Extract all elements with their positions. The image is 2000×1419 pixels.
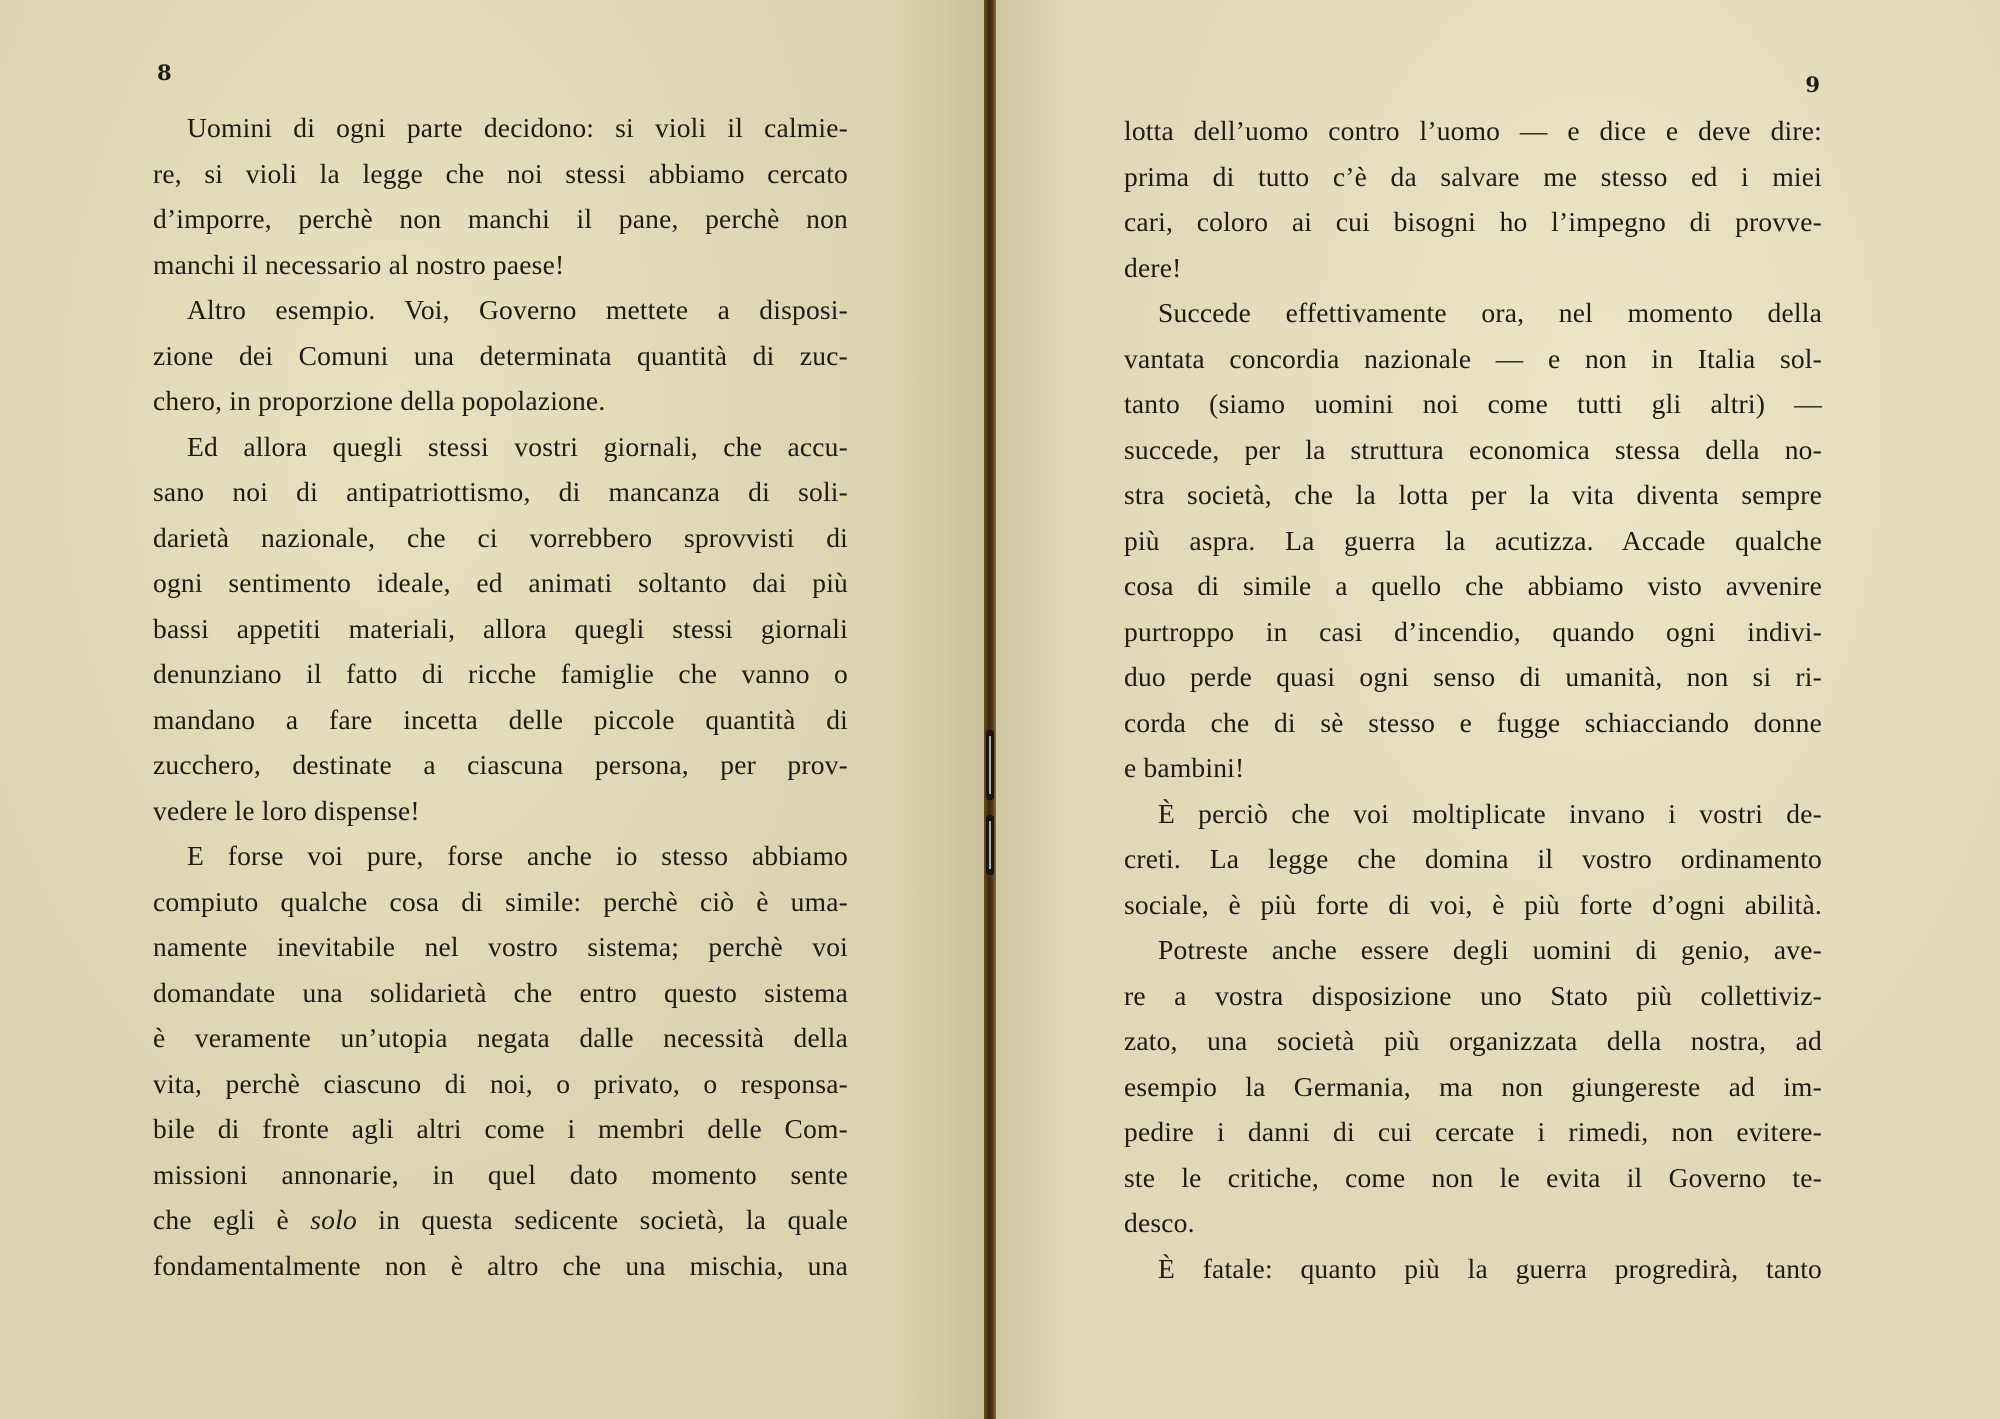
- text-line-with-italic: [153, 1197, 848, 1243]
- page-number-left: 8: [157, 60, 172, 85]
- text-line: compiuto qualche cosa di simile: perchè ciò è uma-: [153, 885, 848, 917]
- text-line: È perciò che voi moltiplicate invano i vostri de-: [1158, 797, 1822, 829]
- text-line: darietà nazionale, che ci vorrebbero sprovvisti di: [153, 521, 848, 553]
- text-line: purtroppo in casi d’incendio, quando ogni indivi-: [1124, 615, 1822, 647]
- text-line: E forse voi pure, forse anche io stesso abbiamo: [187, 840, 848, 871]
- left-page: [0, 0, 990, 1419]
- text-line: esempio la Germania, ma non giungereste ad im-: [1124, 1070, 1822, 1102]
- text-line: dere!: [1124, 251, 1182, 283]
- text-line: vita, perchè ciascuno di noi, o privato, o responsa-: [153, 1067, 848, 1099]
- left-page-text: [153, 105, 848, 1288]
- italic-emphasis: solo: [310, 1204, 357, 1235]
- right-page-text: [1124, 108, 1822, 1291]
- text-line: domandate una solidarietà che entro questo sistema: [153, 976, 848, 1008]
- text-line: lotta dell’uomo contro l’uomo — e dice e deve dire:: [1124, 115, 1822, 146]
- text-line: zucchero, destinate a ciascuna persona, per prov-: [153, 749, 848, 780]
- text-line: È fatale: quanto più la guerra progredirà, tanto: [1158, 1252, 1822, 1284]
- text-line: fondamentalmente non è altro che una mischia, una: [153, 1249, 848, 1281]
- text-line: Potreste anche essere degli uomini di genio, ave-: [1158, 934, 1822, 965]
- text-line: namente inevitabile nel vostro sistema; perchè voi: [153, 931, 848, 962]
- text-line: zione dei Comuni una determinata quantità di zuc-: [153, 339, 848, 371]
- text-line: chero, in proporzione della popolazione.: [153, 385, 606, 416]
- staple-icon: [986, 815, 994, 875]
- text-line: ogni sentimento ideale, ed animati soltanto dai più: [153, 567, 848, 598]
- text-line: è veramente un’utopia negata dalle necessità della: [153, 1022, 848, 1053]
- text-line: sociale, è più forte di voi, è più forte d’ogni abilità.: [1124, 888, 1822, 920]
- text-line: manchi il necessario al nostro paese!: [153, 248, 565, 280]
- text-line: bile di fronte agli altri come i membri delle Com-: [153, 1113, 848, 1144]
- text-line: desco.: [1124, 1207, 1195, 1238]
- text-line: duo perde quasi ogni senso di umanità, non si ri-: [1124, 661, 1822, 692]
- text-line: re a vostra disposizione uno Stato più collettiviz-: [1124, 979, 1822, 1011]
- text-line: tanto (siamo uomini noi come tutti gli altri) —: [1124, 388, 1822, 419]
- text-line: Uomini di ogni parte decidono: si violi il calmie-: [187, 112, 848, 143]
- text-line: pedire i danni di cui cercate i rimedi, non evitere-: [1124, 1116, 1822, 1147]
- page-number-right: 9: [1805, 72, 1820, 97]
- text-line: creti. La legge che domina il vostro ordinamento: [1124, 843, 1822, 874]
- text-line: Altro esempio. Voi, Governo mettete a disposi-: [187, 294, 848, 325]
- text-line: e bambini!: [1124, 752, 1245, 783]
- text-line: corda che di sè stesso e fugge schiacciando donne: [1124, 706, 1822, 738]
- text-line: Ed allora quegli stessi vostri giornali, che accu-: [187, 430, 848, 462]
- text-line: vedere le loro dispense!: [153, 794, 420, 826]
- text-fragment: in questa sedicente società, la quale: [356, 1204, 848, 1235]
- text-line: missioni annonarie, in quel dato momento sente: [153, 1158, 848, 1190]
- book-spine: [984, 0, 996, 1419]
- text-line: re, si violi la legge che noi stessi abbiamo cercato: [153, 157, 848, 189]
- text-line: vantata concordia nazionale — e non in Italia sol-: [1124, 342, 1822, 374]
- text-line: cosa di simile a quello che abbiamo visto avvenire: [1124, 570, 1822, 601]
- text-fragment: che egli è: [153, 1204, 311, 1235]
- text-line: più aspra. La guerra la acutizza. Accade qualche: [1124, 524, 1822, 556]
- text-line: zato, una società più organizzata della nostra, ad: [1124, 1025, 1822, 1056]
- text-line: sano noi di antipatriottismo, di mancanza di soli-: [153, 476, 848, 507]
- text-line: mandano a fare incetta delle piccole quantità di: [153, 703, 848, 735]
- right-page: [990, 0, 2000, 1419]
- text-line: cari, coloro ai cui bisogni ho l’impegno di provve-: [1124, 206, 1822, 237]
- text-line: succede, per la struttura economica stessa della no-: [1124, 433, 1822, 465]
- text-line: prima di tutto c’è da salvare me stesso ed i miei: [1124, 160, 1822, 192]
- text-line: Succede effettivamente ora, nel momento della: [1158, 297, 1822, 328]
- text-line: bassi appetiti materiali, allora quegli stessi giornali: [153, 612, 848, 644]
- text-line: ste le critiche, come non le evita il Governo te-: [1124, 1161, 1822, 1193]
- text-line: denunziano il fatto di ricche famiglie che vanno o: [153, 658, 848, 689]
- staple-icon: [986, 730, 994, 800]
- text-line: stra società, che la lotta per la vita diventa sempre: [1124, 479, 1822, 510]
- text-line: d’imporre, perchè non manchi il pane, perchè non: [153, 203, 848, 234]
